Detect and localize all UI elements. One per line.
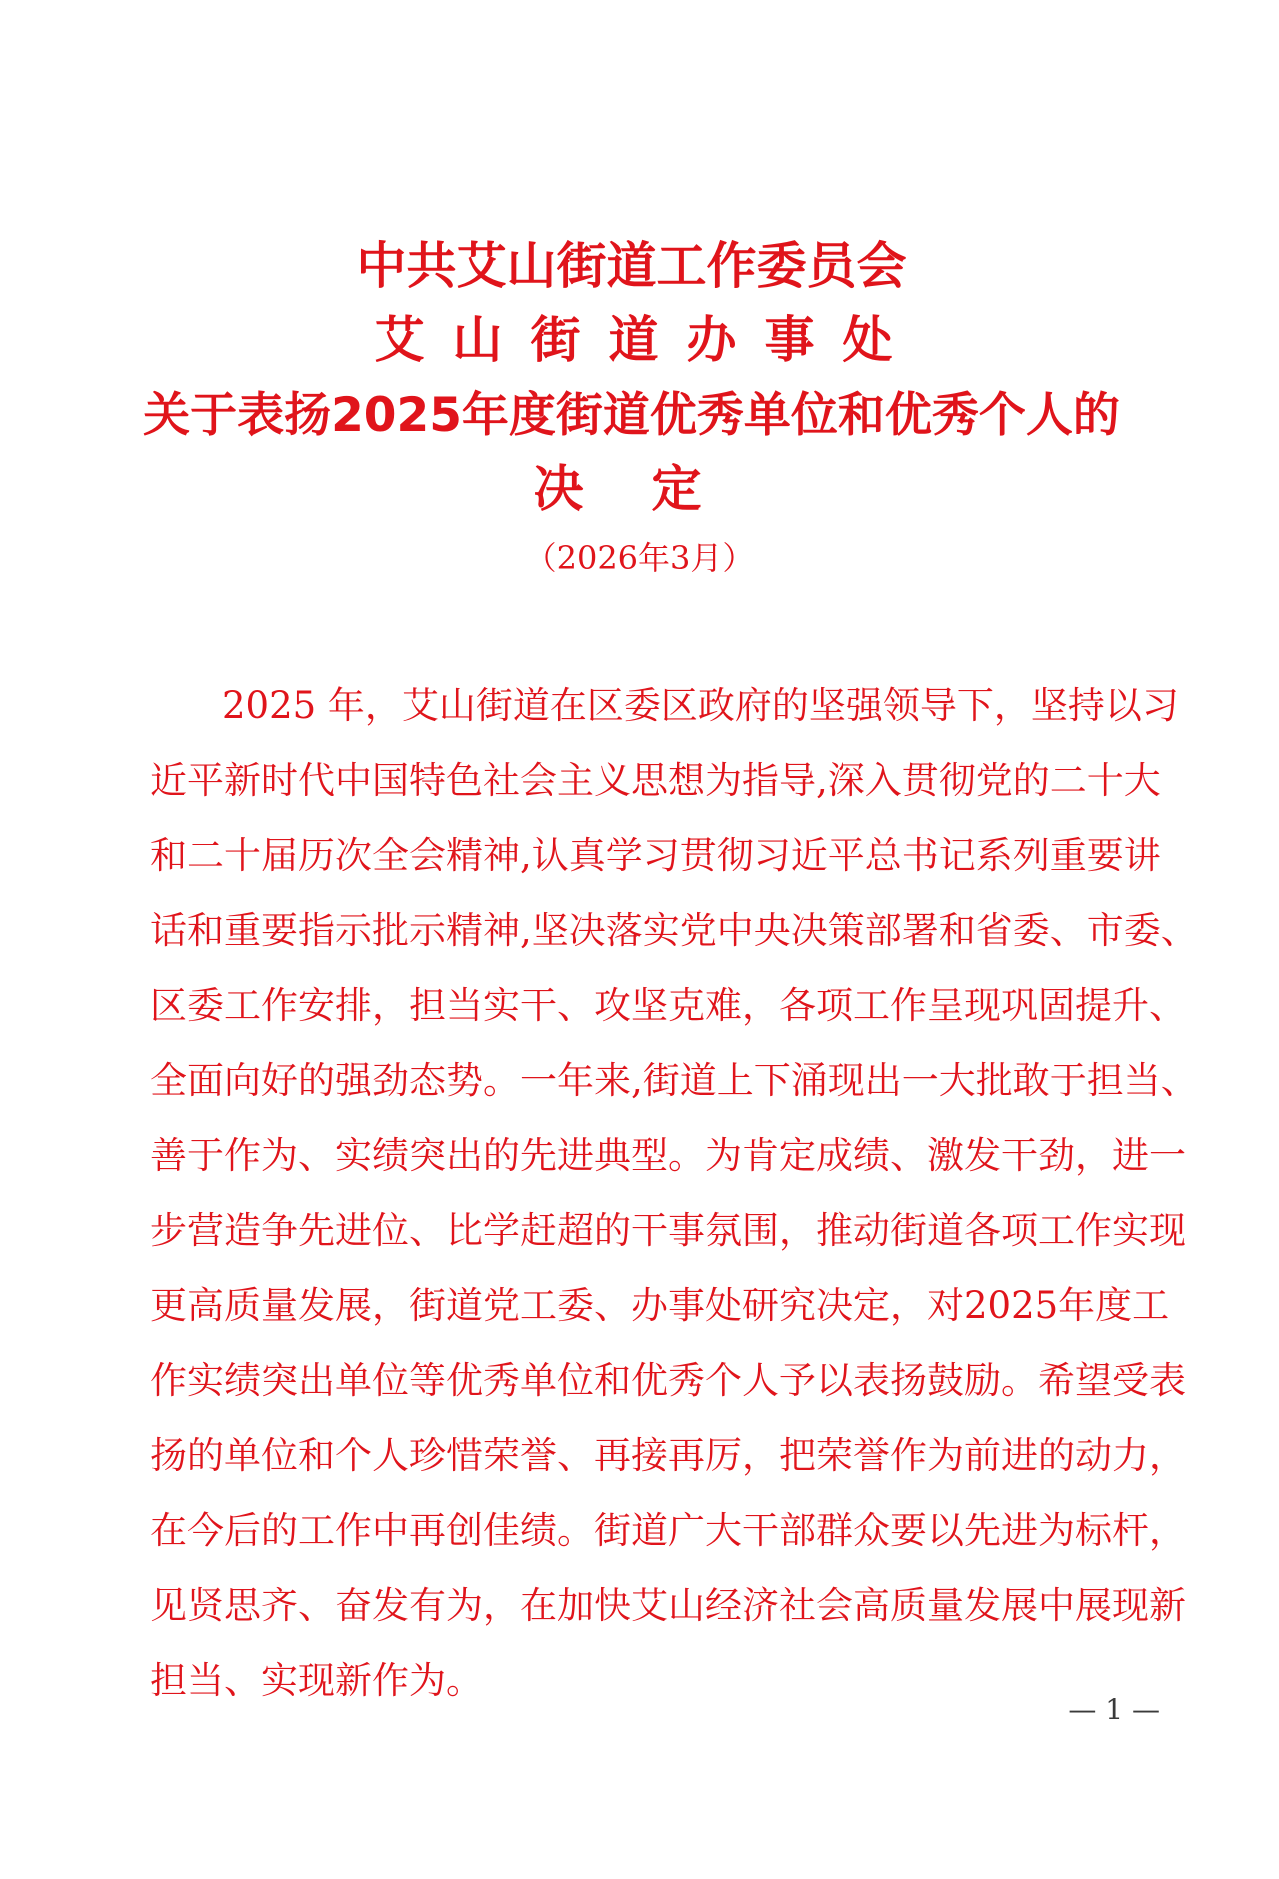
body-line: 和二十届历次全会精神,认真学习贯彻习近平总书记系列重要讲	[150, 834, 1161, 877]
body-line: 2025 年，艾山街道在区委区政府的坚强领导下，坚持以习	[222, 684, 1179, 727]
body-line: 全面向好的强劲态势。一年来,街道上下涌现出一大批敢于担当、	[150, 1059, 1198, 1102]
body-line: 在今后的工作中再创佳绩。街道广大干部群众要以先进为标杆，	[150, 1509, 1186, 1552]
page-number: — 1 —	[1068, 1693, 1160, 1726]
issuer-party-committee: 中共艾山街道工作委员会	[356, 237, 907, 295]
body-line: 见贤思齐、奋发有为，在加快艾山经济社会高质量发展中展现新	[150, 1584, 1186, 1627]
document-title: 关于表扬2025年度街道优秀单位和优秀个人的	[143, 388, 1120, 443]
body-line: 扬的单位和个人珍惜荣誉、再接再厉，把荣誉作为前进的动力，	[150, 1434, 1186, 1477]
body-line: 步营造争先进位、比学赶超的干事氛围，推动街道各项工作实现	[150, 1209, 1186, 1252]
document-body	[150, 668, 1198, 1718]
body-line: 善于作为、实绩突出的先进典型。为肯定成绩、激发干劲，进一	[150, 1134, 1186, 1177]
body-line: 区委工作安排，担当实干、攻坚克难，各项工作呈现巩固提升、	[150, 984, 1186, 1027]
body-line: 更高质量发展，街道党工委、办事处研究决定，对2025年度工	[150, 1284, 1170, 1327]
document-date: （2026年3月）	[524, 539, 755, 577]
body-line: 作实绩突出单位等优秀单位和优秀个人予以表扬鼓励。希望受表	[150, 1359, 1186, 1402]
document-title-suffix: 决定	[533, 460, 770, 518]
body-line: 话和重要指示批示精神,坚决落实党中央决策部署和省委、市委、	[150, 909, 1198, 952]
body-line: 近平新时代中国特色社会主义思想为指导,深入贯彻党的二十大	[150, 759, 1161, 802]
body-line: 担当、实现新作为。	[150, 1659, 483, 1702]
issuer-subdistrict-office: 艾山街道办事处	[374, 311, 921, 369]
